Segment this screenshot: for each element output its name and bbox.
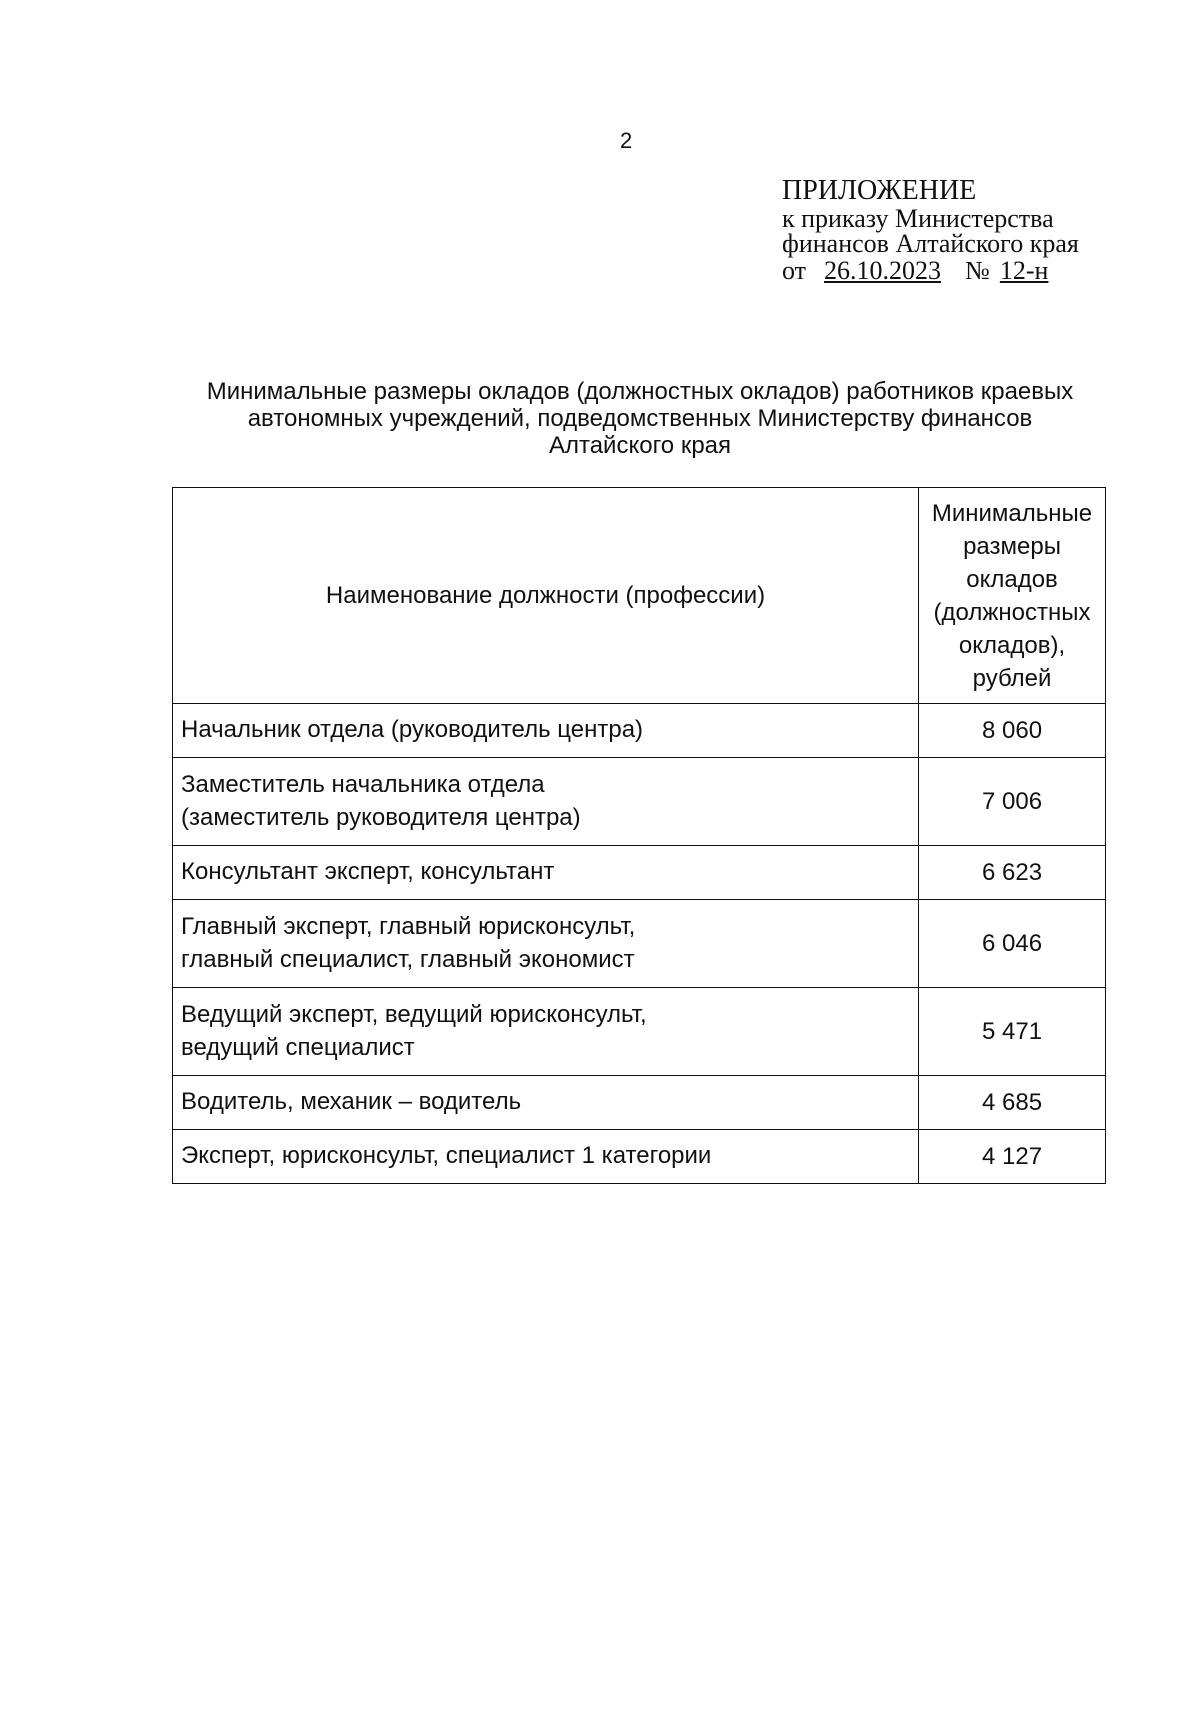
header-position-name: Наименование должности (профессии) [173, 488, 919, 704]
header-salary-line: рублей [972, 664, 1052, 692]
table-row [173, 758, 1106, 846]
position-name [173, 900, 919, 988]
appendix-block [782, 176, 1079, 283]
header-salary-line: (должностных [933, 598, 1091, 626]
position-name-line: Консультант эксперт, консультант [181, 858, 555, 885]
position-name-line: Эксперт, юрисконсульт, специалист 1 категории [181, 1142, 712, 1169]
position-name-line: Заместитель начальника отдела [181, 770, 545, 798]
table-row [173, 900, 1106, 988]
salary-value: 4 127 [919, 1130, 1106, 1184]
table-row [173, 1130, 1106, 1184]
order-date: 26.10.2023 [824, 256, 942, 285]
salary-value: 7 006 [919, 758, 1106, 846]
title-line-2: автономных учреждений, подведомственных Министерству финансов [247, 405, 1033, 432]
header-salary-line: размеры [963, 532, 1061, 560]
document-title [160, 378, 1120, 459]
salary-value: 8 060 [919, 704, 1106, 758]
salary-value: 4 685 [919, 1076, 1106, 1130]
header-min-salary [919, 488, 1106, 704]
salary-value: 6 046 [919, 900, 1106, 988]
header-salary-line: Минимальные [931, 499, 1093, 527]
table-row [173, 1076, 1106, 1130]
position-name-line: ведущий специалист [181, 1033, 415, 1061]
position-name [173, 988, 919, 1076]
position-name [173, 704, 919, 758]
table-row [173, 988, 1106, 1076]
appendix-line-2: финансов Алтайского края [782, 229, 1079, 258]
title-line-1: Минимальные размеры окладов (должностных окладов) работников краевых [206, 378, 1074, 405]
position-name-line: главный специалист, главный экономист [181, 945, 635, 973]
position-name-line: Ведущий эксперт, ведущий юрисконсульт, [181, 1000, 647, 1028]
position-name-line: Начальник отдела (руководитель центра) [181, 716, 644, 743]
header-salary-line: окладов), [958, 631, 1066, 659]
position-name [173, 1076, 919, 1130]
order-prefix: от [782, 256, 807, 285]
table-row [173, 846, 1106, 900]
salary-table [172, 487, 1106, 1184]
position-name-line: Водитель, механик – водитель [181, 1088, 522, 1115]
order-number: 12-н [999, 256, 1049, 285]
table-header-row [173, 488, 1106, 704]
position-name [173, 758, 919, 846]
appendix-line-1: к приказу Министерства [782, 204, 1054, 233]
position-name [173, 846, 919, 900]
table-row [173, 704, 1106, 758]
header-salary-line: окладов [966, 565, 1058, 593]
number-sign: № [965, 256, 990, 285]
position-name-line: (заместитель руководителя центра) [181, 803, 581, 831]
page-number: 2 [620, 128, 633, 153]
appendix-heading: ПРИЛОЖЕНИЕ [782, 175, 977, 206]
position-name [173, 1130, 919, 1184]
salary-value: 5 471 [919, 988, 1106, 1076]
salary-value: 6 623 [919, 846, 1106, 900]
position-name-line: Главный эксперт, главный юрисконсульт, [181, 912, 636, 940]
title-line-3: Алтайского края [548, 432, 732, 459]
order-reference [782, 258, 1079, 283]
